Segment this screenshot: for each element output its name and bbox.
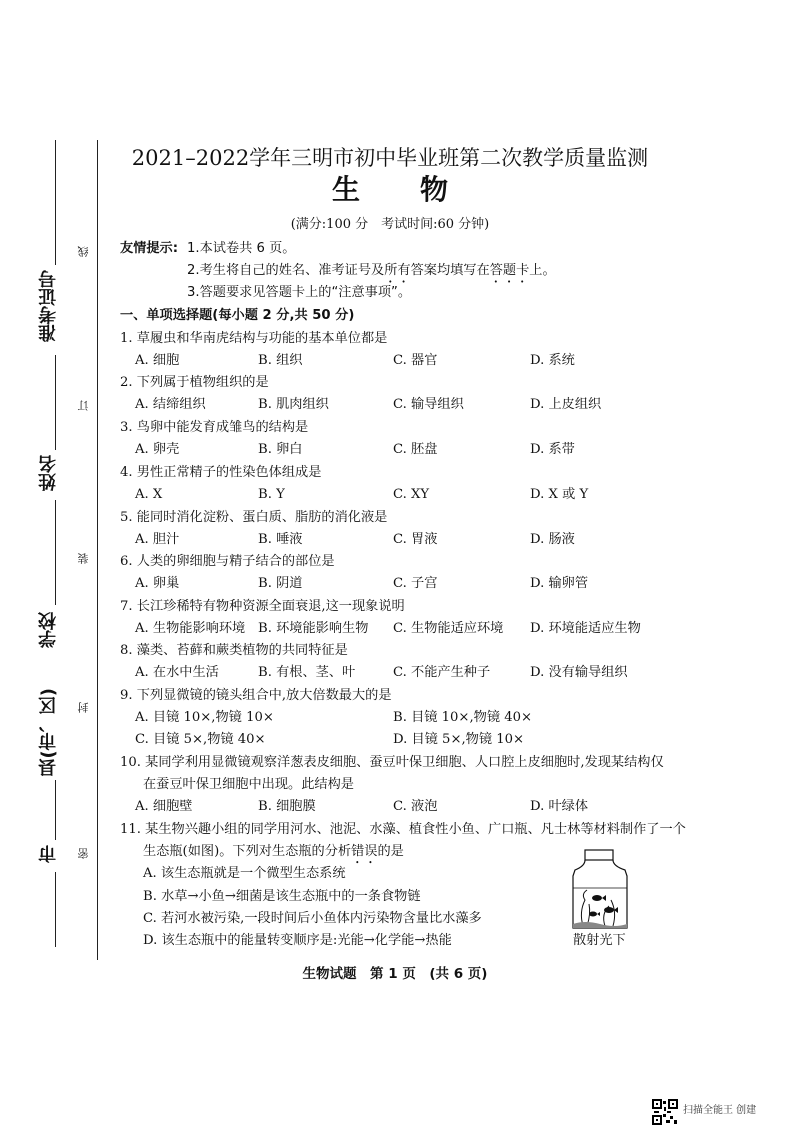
- fish: [592, 895, 602, 901]
- option: C. 目镜 5×,物镜 40×: [135, 732, 266, 747]
- option: B. 组织: [258, 353, 303, 368]
- county-label: 县(市、区): [38, 688, 59, 777]
- stem-emph: 错误: [351, 844, 378, 859]
- seal-word: 装: [77, 553, 90, 564]
- binding-line-city: [55, 872, 56, 947]
- option: A. 细胞: [135, 353, 180, 368]
- exam-info: (满分:100 分 考试时间:60 分钟): [290, 217, 490, 232]
- option: C. 子宫: [393, 576, 438, 591]
- option: B. 目镜 10×,物镜 40×: [393, 710, 533, 725]
- option: A. X: [135, 487, 163, 502]
- qr-code-icon: [652, 1099, 678, 1125]
- option: B. 有根、茎、叶: [258, 665, 356, 680]
- bottle-cap: [585, 850, 613, 860]
- option: D. 输卵管: [530, 576, 589, 591]
- binding-line-county: [55, 780, 56, 840]
- option: D. 环境能适应生物: [530, 621, 641, 636]
- seal-word: 封: [77, 702, 90, 713]
- exam-no-label: 准考证号: [38, 270, 59, 342]
- tips-item-2-post: 上。: [529, 263, 556, 278]
- question-stem: 10. 某同学利用显微镜观察洋葱表皮细胞、蚕豆叶保卫细胞、人口腔上皮细胞时,发现某结构仅: [120, 755, 664, 770]
- scanner-watermark: 扫描全能王 创建: [683, 1105, 757, 1116]
- tips-item-3: 3.答题要求见答题卡上的“注意事项”。: [187, 285, 412, 300]
- question-stem: 3. 鸟卵中能发育成雏鸟的结构是: [120, 420, 309, 435]
- seal-word: 密: [77, 848, 90, 859]
- option: D. 上皮组织: [530, 397, 602, 412]
- seal-word: 订: [77, 400, 90, 411]
- tips-item-1: 1.本试卷共 6 页。: [187, 241, 296, 256]
- tips-label: 友情提示:: [120, 241, 179, 256]
- option: C. 器官: [393, 353, 438, 368]
- option: A. 该生态瓶就是一个微型生态系统: [143, 866, 346, 881]
- option: B. 细胞膜: [258, 799, 316, 814]
- tips-item-2: [187, 263, 556, 286]
- school-label: 学校: [38, 612, 59, 648]
- binding-outer-line: [97, 140, 98, 960]
- page-footer: 生物试题 第 1 页 (共 6 页): [302, 966, 488, 982]
- option: A. 卵巢: [135, 576, 180, 591]
- option: D. 系带: [530, 442, 575, 457]
- option: A. 生物能影响环境: [135, 621, 246, 636]
- option: C. 输导组织: [393, 397, 464, 412]
- option: B. 阴道: [258, 576, 303, 591]
- question-stem: 8. 藻类、苔藓和蕨类植物的共同特征是: [120, 643, 348, 658]
- seal-word: 线: [77, 246, 90, 257]
- option: D. 该生态瓶中的能量转变顺序是:光能→化学能→热能: [143, 933, 452, 948]
- binding-line-name: [55, 355, 56, 450]
- question-stem: 4. 男性正常精子的性染色体组成是: [120, 465, 322, 480]
- stem-post: 的是: [377, 844, 404, 859]
- question-stem-cont: 在蚕豆叶保卫细胞中出现。此结构是: [143, 777, 354, 792]
- question-stem: 1. 草履虫和华南虎结构与功能的基本单位都是: [120, 331, 388, 346]
- option: A. 目镜 10×,物镜 10×: [135, 710, 274, 725]
- option: D. 系统: [530, 353, 575, 368]
- name-label: 姓名: [38, 455, 59, 491]
- option: A. 胆汁: [135, 532, 180, 547]
- option: C. XY: [393, 487, 430, 502]
- option: A. 结缔组织: [135, 397, 206, 412]
- option: D. 叶绿体: [530, 799, 589, 814]
- binding-line-exam-no: [55, 140, 56, 265]
- exam-title: 2021–2022学年三明市初中毕业班第二次教学质量监测: [131, 146, 649, 170]
- option: C. 若河水被污染,一段时间后小鱼体内污染物含量比水藻多: [143, 911, 482, 926]
- fish-tail: [602, 895, 606, 901]
- question-stem: 6. 人类的卵细胞与精子结合的部位是: [120, 554, 335, 569]
- question-stem: 5. 能同时消化淀粉、蛋白质、脂肪的消化液是: [120, 510, 388, 525]
- option: D. X 或 Y: [530, 487, 589, 502]
- stem-pre: 生态瓶(如图)。下列对生态瓶的分析: [143, 844, 352, 859]
- question-stem: 9. 下列显微镜的镜头组合中,放大倍数最大的是: [120, 688, 392, 703]
- section-heading: 一、单项选择题(每小题 2 分,共 50 分): [120, 308, 355, 323]
- option: C. 液泡: [393, 799, 438, 814]
- tips-item-2-pre: 2.考生将自己的姓名、准考证号及: [187, 263, 385, 278]
- option: A. 在水中生活: [135, 665, 219, 680]
- question-stem-cont: [143, 844, 404, 867]
- option: B. Y: [258, 487, 285, 502]
- option: A. 卵壳: [135, 442, 180, 457]
- binding-line-school: [55, 500, 56, 605]
- option: B. 卵白: [258, 442, 303, 457]
- fish: [604, 907, 614, 913]
- subject-title: 生物: [331, 173, 508, 206]
- fish: [589, 912, 597, 917]
- option: C. 胃液: [393, 532, 438, 547]
- option: C. 生物能适应环境: [393, 621, 504, 636]
- figure-caption: 散射光下: [573, 933, 626, 948]
- city-label: 市: [38, 845, 59, 863]
- ecosystem-bottle-figure: [565, 848, 635, 932]
- option: C. 不能产生种子: [393, 665, 491, 680]
- tips-item-2-emph-1: 所有: [384, 263, 411, 278]
- option: D. 没有输导组织: [530, 665, 628, 680]
- tips-item-2-mid: 答案均填写在: [410, 263, 490, 278]
- option: B. 水草→小鱼→细菌是该生态瓶中的一条食物链: [143, 889, 421, 904]
- option: B. 唾液: [258, 532, 303, 547]
- option: B. 肌肉组织: [258, 397, 329, 412]
- question-stem: 11. 某生物兴趣小组的同学用河水、池泥、水藻、植食性小鱼、广口瓶、凡士林等材料制作了一个: [120, 822, 686, 837]
- pond-mud: [573, 922, 627, 928]
- question-stem: 7. 长江珍稀特有物种资源全面衰退,这一现象说明: [120, 599, 405, 614]
- option: C. 胚盘: [393, 442, 438, 457]
- tips-item-2-emph-2: 答题卡: [489, 263, 530, 278]
- option: A. 细胞壁: [135, 799, 193, 814]
- option: D. 目镜 5×,物镜 10×: [393, 732, 525, 747]
- question-stem: 2. 下列属于植物组织的是: [120, 375, 269, 390]
- option: D. 肠液: [530, 532, 575, 547]
- fish-tail: [597, 912, 600, 916]
- option: B. 环境能影响生物: [258, 621, 369, 636]
